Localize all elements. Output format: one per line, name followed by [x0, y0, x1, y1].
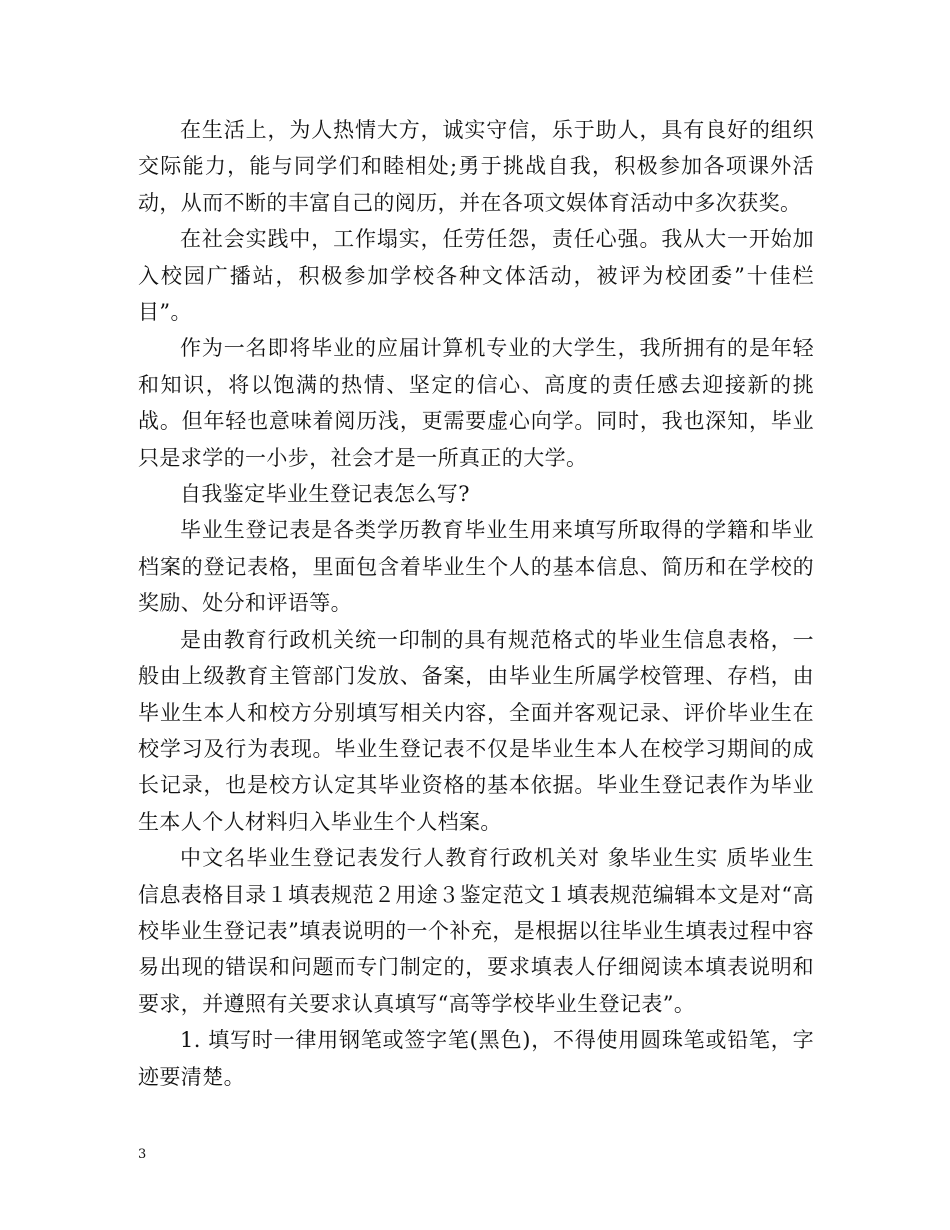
paragraph-life: 在生活上，为人热情大方，诚实守信，乐于助人，具有良好的组织交际能力，能与同学们和睦相处;勇于挑战自我，积极参加各项课外活动，从而不断的丰富自己的阅历，并在各项文娱体育活动中多次获奖。: [138, 118, 814, 215]
paragraph-filling-rule-1: 1. 填写时一律用钢笔或签字笔(黑色)，不得使用圆珠笔或铅笔，字迹要清楚。: [138, 1028, 814, 1089]
paragraph-social-practice: 在社会实践中，工作塌实，任劳任怨，责任心强。我从大一开始加入校园广播站，积极参加学校各种文体活动，被评为校团委”十佳栏目”。: [138, 227, 814, 325]
document-body: [138, 112, 814, 1095]
paragraph-graduate-outlook: 作为一名即将毕业的应届计算机专业的大学生，我所拥有的是年轻和知识，将以饱满的热情、坚定的信心、高度的责任感去迎接新的挑战。但年轻也意味着阅历浅，更需要虚心向学。同时，我也深知，毕业只是求学的一小步，社会才是一所真正的大学。: [138, 336, 814, 470]
paragraph-form-definition: 毕业生登记表是各类学历教育毕业生用来填写所取得的学籍和毕业档案的登记表格，里面包含着毕业生个人的基本信息、简历和在学校的奖励、处分和评语等。: [138, 518, 814, 616]
page-number: 3: [138, 1147, 147, 1162]
paragraph-form-overview: 中文名毕业生登记表发行人教育行政机关对 象毕业生实 质毕业生信息表格目录１填表规范２用途３鉴定范文１填表规范编辑本文是对“高校毕业生登记表”填表说明的一个补充，是根据以往毕业生填表过程中容易出现的错误和问题而专门制定的，要求填表人仔细阅读本填表说明和要求，并遵照有关要求认真填写“高等学校毕业生登记表”。: [138, 846, 814, 1016]
section-heading-registration-form: 自我鉴定毕业生登记表怎么写?: [180, 482, 470, 507]
paragraph-form-issuance: 是由教育行政机关统一印制的具有规范格式的毕业生信息表格，一般由上级教育主管部门发放、备案，由毕业生所属学校管理、存档，由毕业生本人和校方分别填写相关内容，全面并客观记录、评价毕业生在校学习及行为表现。毕业生登记表不仅是毕业生本人在校学习期间的成长记录，也是校方认定其毕业资格的基本依据。毕业生登记表作为毕业生本人个人材料归入毕业生个人档案。: [138, 627, 814, 834]
